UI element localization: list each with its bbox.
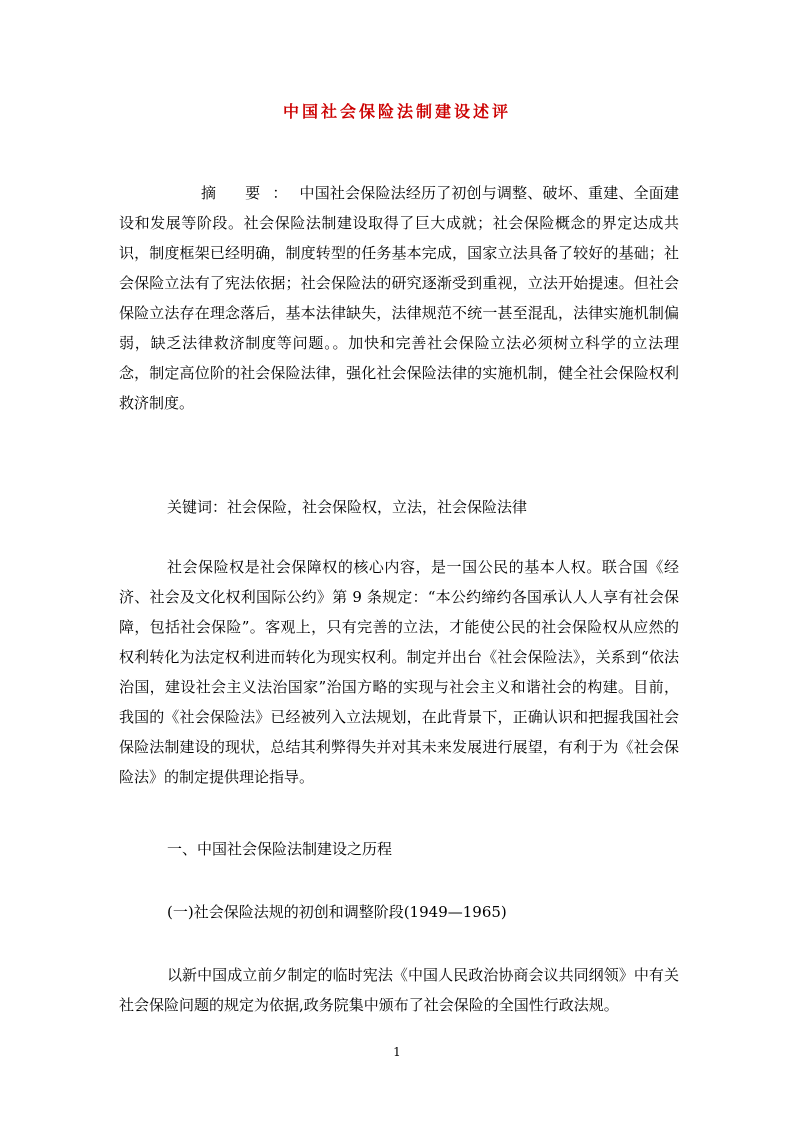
page-number: 1 [393, 1045, 401, 1059]
keywords-line: 关键词：社会保险，社会保险权，立法，社会保险法律 [167, 498, 528, 516]
subsection-heading: (一)社会保险法规的初创和调整阶段(1949—1965) [167, 903, 507, 921]
intro-paragraph: 社会保险权是社会保障权的核心内容，是一国公民的基本人权。联合国《经济、社会及文化权利国际公约》第 9 条规定：“本公约缔约各国承认人人享有社会保障，包括社会保险”。客观上，只有完善的立法，才能使公民的社会保险权从应然的权利转化为法定权利进而转化为现实权利。制定并出台《社会保险法》，关系到“依法治国，建设社会主义法治国家”治国方略的实现与社会主义和谐社会的构建。目前，我国的《社会保险法》已经被列入立法规划，在此背景下，正确认识和把握我国社会保险法制建设的现状，总结其利弊得失并对其未来发展进行展望，有利于为《社会保险法》的制定提供理论指导。 [119, 558, 679, 786]
document-title: 中国社会保险法制建设述评 [282, 102, 511, 121]
abstract-label: 摘 要： [201, 184, 300, 202]
abstract-text: 中国社会保险法经历了初创与调整、破坏、重建、全面建设和发展等阶段。社会保险法制建设取得了巨大成就；社会保险概念的界定达成共识，制度框架已经明确，制度转型的任务基本完成，国家立法具备了较好的基础；社会保险立法有了宪法依据；社会保险法的研究逐渐受到重视，立法开始提速。但社会保险立法存在理念落后，基本法律缺失，法律规范不统一甚至混乱，法律实施机制偏弱，缺乏法律救济制度等问题。。加快和完善社会保险立法必须树立科学的立法理念，制定高位阶的社会保险法律，强化社会保险法律的实施机制，健全社会保险权利救济制度。 [119, 184, 679, 412]
abstract-paragraph [119, 178, 679, 418]
section-heading: 一、中国社会保险法制建设之历程 [167, 840, 393, 858]
subsection-paragraph: 以新中国成立前夕制定的临时宪法《中国人民政治协商会议共同纲领》中有关社会保险问题的规定为依据,政务院集中颁布了社会保险的全国性行政法规。 [119, 966, 679, 1014]
